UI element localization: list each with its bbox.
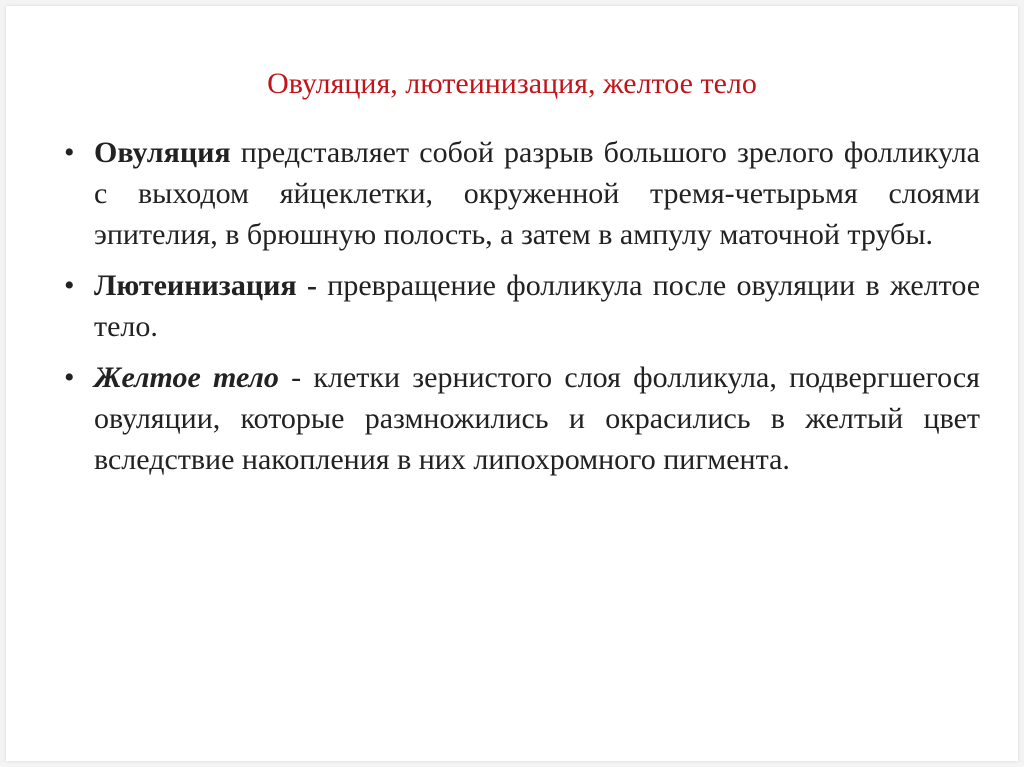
bullet-text: представляет собой разрыв большого зрелого фолликула с выходом яйцеклетки, окруженной тремя-четырьмя слоями эпителия, в брюшную полость, а затем в ампулу маточной трубы. bbox=[94, 136, 981, 251]
bullet-term: Желтое тело bbox=[94, 361, 279, 394]
bullet-item-ovulation bbox=[64, 132, 980, 255]
bullet-dot: • bbox=[64, 361, 75, 394]
bullet-term: Овуляция bbox=[94, 136, 231, 169]
bullet-separator bbox=[317, 269, 327, 302]
bullet-text: клетки зернистого слоя фолликула, подвергшегося овуляции, которые размножились и окрасились в желтый цвет вследствие накопления в них липохромного пигмента. bbox=[94, 361, 980, 476]
bullet-text: превращение фолликула после овуляции в желтое тело. bbox=[94, 269, 981, 343]
slide-title: Овуляция, лютеинизация, желтое тело bbox=[267, 67, 757, 100]
bullet-dot: • bbox=[64, 269, 75, 302]
slide bbox=[6, 6, 1018, 761]
bullet-dot: • bbox=[64, 136, 75, 169]
bullet-separator bbox=[231, 136, 241, 169]
bullet-separator: - bbox=[278, 361, 314, 394]
bullet-term: Лютеинизация - bbox=[94, 269, 317, 302]
bullet-item-luteinization bbox=[64, 265, 980, 347]
bullet-list bbox=[64, 132, 980, 490]
bullet-item-corpus-luteum bbox=[64, 357, 980, 480]
